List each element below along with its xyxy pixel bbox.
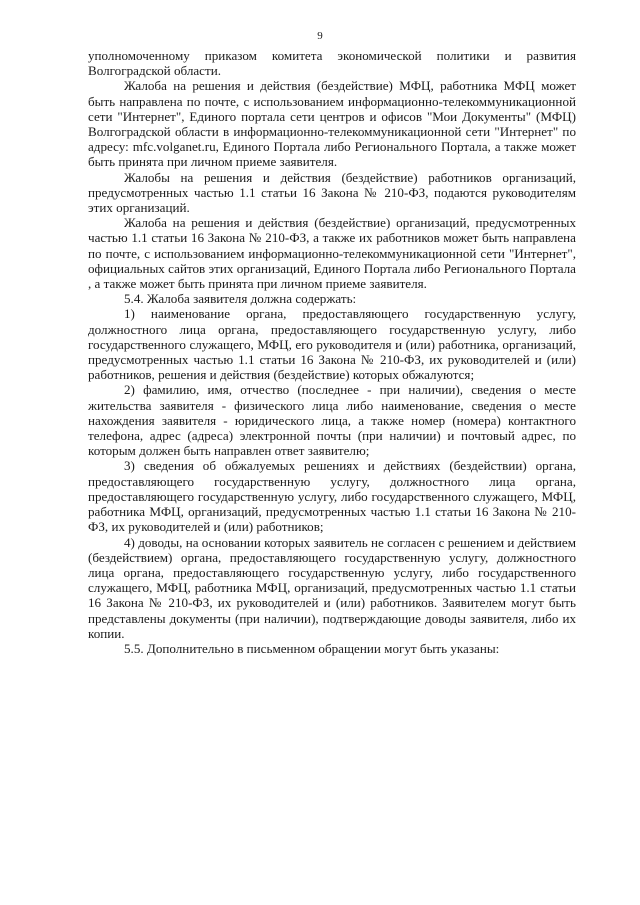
list-item-1: 1) наименование органа, предоставляющего государственную услугу, должностного лица органа, предоставляющего государственную услугу, либо государственного служащего, МФЦ, его руководителя и (или) работника, организаций, предусмотренных частью 1.1 статьи 16 Закона № 210-ФЗ, их руководителей и (или) работников, решения и действия (бездействие) которых обжалуются; (88, 306, 576, 383)
section-5-4-heading: 5.4. Жалоба заявителя должна содержать: (124, 291, 357, 307)
list-item-4: 4) доводы, на основании которых заявитель не согласен с решением и действием (бездействием) органа, предоставляющего государственную услугу, должностного лица органа, предоставляющего государственную услугу, либо государственного служащего, МФЦ, работника МФЦ, организаций, предусмотренных частью 1.1 статьи 16 Закона № 210-ФЗ, их руководителей и (или) работников. Заявителем могут быть представлены документы (при наличии), подтверждающие доводы заявителя, либо их копии. (88, 534, 576, 641)
document-body (88, 48, 576, 656)
section-5-5-heading: 5.5. Дополнительно в письменном обращении могут быть указаны: (124, 640, 500, 656)
paragraph-organization-complaint: Жалоба на решения и действия (бездействие) организаций, предусмотренных частью 1.1 статьи 16 Закона № 210-ФЗ, а также их работников может быть направлена по почте, с использованием информационно-телекоммуникационной сети "Интернет", официальных сайтов этих организаций, Единого Портала либо Регионального Портала , а также может быть принята при личном приеме заявителя. (88, 215, 576, 292)
paragraph-mfc-complaint: Жалоба на решения и действия (бездействие) МФЦ, работника МФЦ может быть направлена по почте, с использованием информационно-телекоммуникационной сети "Интернет", Единого портала сети центров и офисов "Мои Документы" (МФЦ) Волгоградской области в информационно-телекоммуникационной сети "Интернет" по адресу: mfc.volganet.ru, Единого Портала либо Регионального Портала, а также может быть принята при личном приеме заявителя. (88, 78, 576, 170)
page-number: 9 (317, 30, 323, 42)
paragraph-continuation: уполномоченному приказом комитета экономической политики и развития Волгоградской области. (88, 48, 576, 79)
list-item-2: 2) фамилию, имя, отчество (последнее - при наличии), сведения о месте жительства заявителя - физического лица либо наименование, сведения о месте нахождения заявителя - юридического лица, а также номер (номера) контактного телефона, адрес (адреса) электронной почты (при наличии) и почтовый адрес, по которым должен быть направлен ответ заявителю; (88, 382, 576, 459)
list-item-3: 3) сведения об обжалуемых решениях и действиях (бездействии) органа, предоставляющего государственную услугу, должностного лица органа, предоставляющего государственную услугу, либо государственного служащего, МФЦ, работника МФЦ, организаций, предусмотренных частью 1.1 статьи 16 Закона № 210-ФЗ, их руководителей и (или) работников; (88, 458, 576, 535)
paragraph-organization-employees: Жалобы на решения и действия (бездействие) работников организаций, предусмотренных частью 1.1 статьи 16 Закона № 210-ФЗ, подаются руководителям этих организаций. (88, 169, 576, 216)
